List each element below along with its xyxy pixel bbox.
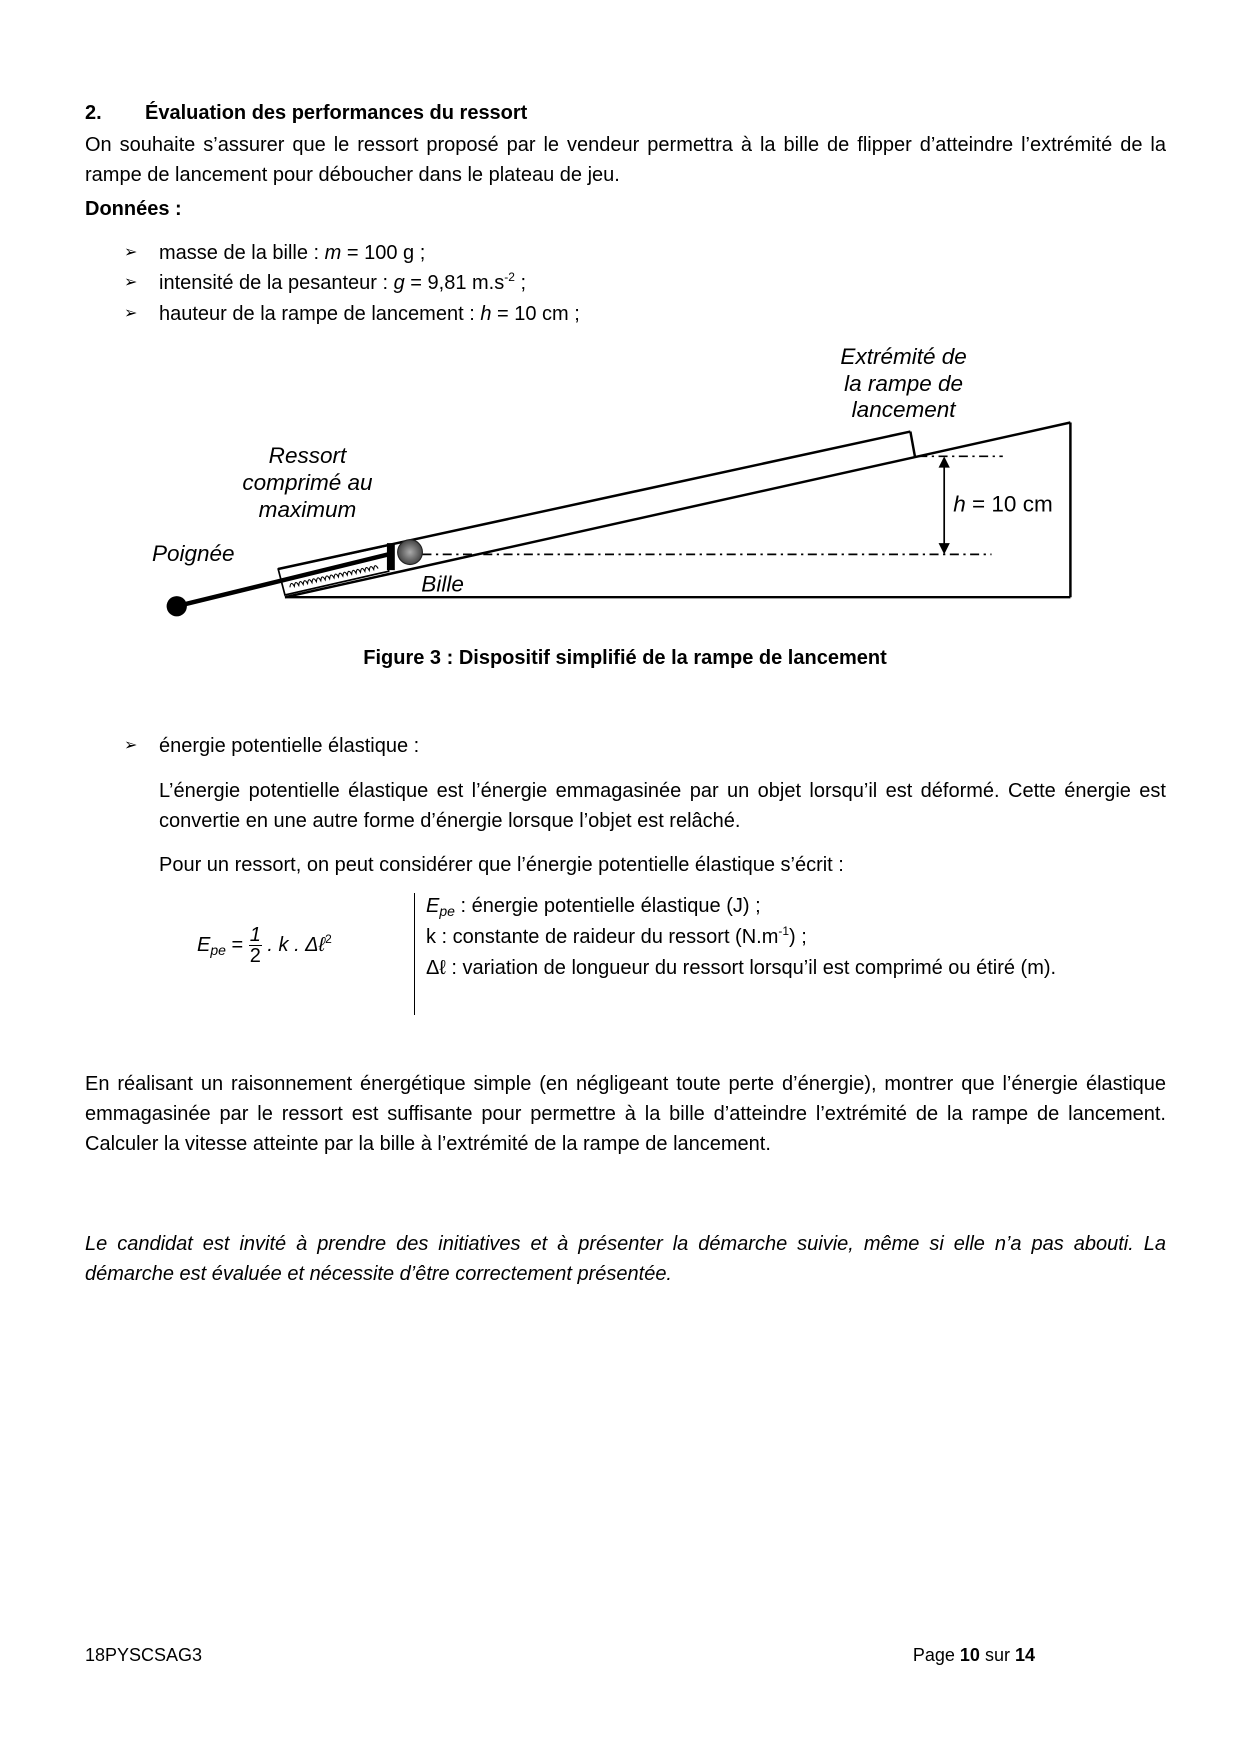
arrow-bullet-icon: ➢ [124, 274, 138, 291]
formula-definitions [426, 891, 1166, 984]
energy-formula-intro: Pour un ressort, on peut considérer que l’énergie potentielle élastique s’écrit : [159, 854, 844, 876]
energy-formula [197, 925, 332, 966]
footer-page-number [913, 1645, 1035, 1666]
def-tail: ) ; [789, 926, 807, 948]
def-text: : énergie potentielle élastique (J) ; [454, 895, 761, 917]
instruction-note: Le candidat est invité à prendre des initiatives et à présenter la démarche suivie, même si elle n’a pas abouti. La démarche est évaluée et nécessite d’être correctement présentée. [85, 1233, 1166, 1285]
def-text: : variation de longueur du ressort lorsqu’il est comprimé ou étiré (m). [445, 957, 1057, 979]
page-sep: sur [979, 1645, 1015, 1665]
bullet-var: h [480, 303, 492, 325]
height-var: h [953, 491, 966, 517]
formula-numerator: 1 [249, 924, 261, 946]
bullet-var: m [324, 242, 342, 264]
arrow-bullet-icon: ➢ [124, 244, 138, 261]
label-extremite-1: Extrémité de [840, 343, 967, 369]
definition-k [426, 922, 1166, 953]
label-extremite-3: lancement [851, 396, 956, 422]
label-ressort-3: maximum [258, 497, 357, 523]
formula-eq: = [225, 933, 249, 956]
def-exponent: -1 [778, 924, 790, 938]
donnees-label: Données : [85, 198, 182, 220]
figure-caption: Figure 3 : Dispositif simplifié de la rampe de lancement [363, 647, 887, 669]
current-page: 10 [959, 1645, 980, 1665]
section-title: Évaluation des performances du ressort [145, 102, 528, 124]
bullet-exponent: -2 [504, 270, 515, 284]
definition-epe [426, 891, 1166, 922]
formula-fraction [249, 925, 262, 966]
bullet-label: hauteur de la rampe de lancement : [159, 303, 481, 325]
launch-ramp-diagram [135, 338, 1093, 631]
formula-divider [414, 893, 415, 1015]
formula-power: 2 [325, 931, 332, 946]
bullet-value: = 100 g ; [341, 242, 426, 264]
bullet-value: = 10 cm ; [491, 303, 580, 325]
arrow-bullet-icon: ➢ [124, 737, 138, 754]
arrow-head-down-icon [939, 543, 950, 554]
label-poignee: Poignée [151, 541, 235, 567]
total-pages: 14 [1014, 1645, 1035, 1665]
def-sub: pe [439, 903, 455, 919]
section-number: 2. [85, 102, 102, 124]
section-heading [85, 102, 528, 125]
question-paragraph: En réalisant un raisonnement énergétique simple (en négligeant toute perte d’énergie), montrer que l’énergie élastique emmagasinée par le ressort est suffisante pour permettre à la bille d’atteindre l’extrémité de la rampe de lancement. Calculer la vitesse atteinte par la bille à l’extrémité de la rampe de lancement. [85, 1073, 1166, 1155]
arrow-bullet-icon: ➢ [124, 305, 138, 322]
intro-paragraph: On souhaite s’assurer que le ressort proposé par le vendeur permettra à la bille de flipper d’atteindre l’extrémité de la rampe de lancement pour déboucher dans le plateau de jeu. [85, 134, 1166, 186]
formula-lhs: E [197, 933, 211, 956]
ramp-end-mark [910, 432, 915, 457]
definition-delta-l [426, 953, 1166, 984]
formula-rest: . k . Δℓ [261, 933, 326, 956]
bullet-label: intensité de la pesanteur : [159, 272, 394, 294]
formula-denominator: 2 [249, 945, 261, 967]
label-extremite-2: la rampe de [844, 370, 964, 396]
label-ressort-1: Ressort [268, 443, 347, 469]
def-symbol: Δℓ [426, 957, 446, 979]
handle-knob [167, 596, 187, 616]
height-value: = 10 cm [965, 491, 1053, 517]
label-bille: Bille [421, 571, 464, 597]
bullet-tail: ; [514, 272, 527, 294]
bullet-label: masse de la bille : [159, 242, 325, 264]
label-ressort-2: comprimé au [242, 470, 373, 496]
energy-definition: L’énergie potentielle élastique est l’énergie emmagasinée par un objet lorsqu’il est déformé. Cette énergie est convertie en une autre forme d’énergie lorsque l’objet est relâché. [159, 780, 1166, 832]
footer-code: 18PYSCSAG3 [85, 1645, 203, 1665]
energy-bullet-label: énergie potentielle élastique : [159, 735, 420, 757]
bullet-value: = 9,81 m.s [404, 272, 505, 294]
bullet-var: g [393, 272, 405, 294]
label-height [953, 492, 1053, 517]
arrow-head-up-icon [939, 456, 950, 467]
def-text: : constante de raideur du ressort (N.m [436, 926, 779, 948]
ball [398, 540, 423, 565]
def-symbol: E [426, 895, 440, 917]
def-symbol: k [426, 926, 436, 948]
page-prefix: Page [912, 1645, 960, 1665]
formula-lhs-sub: pe [210, 941, 226, 958]
